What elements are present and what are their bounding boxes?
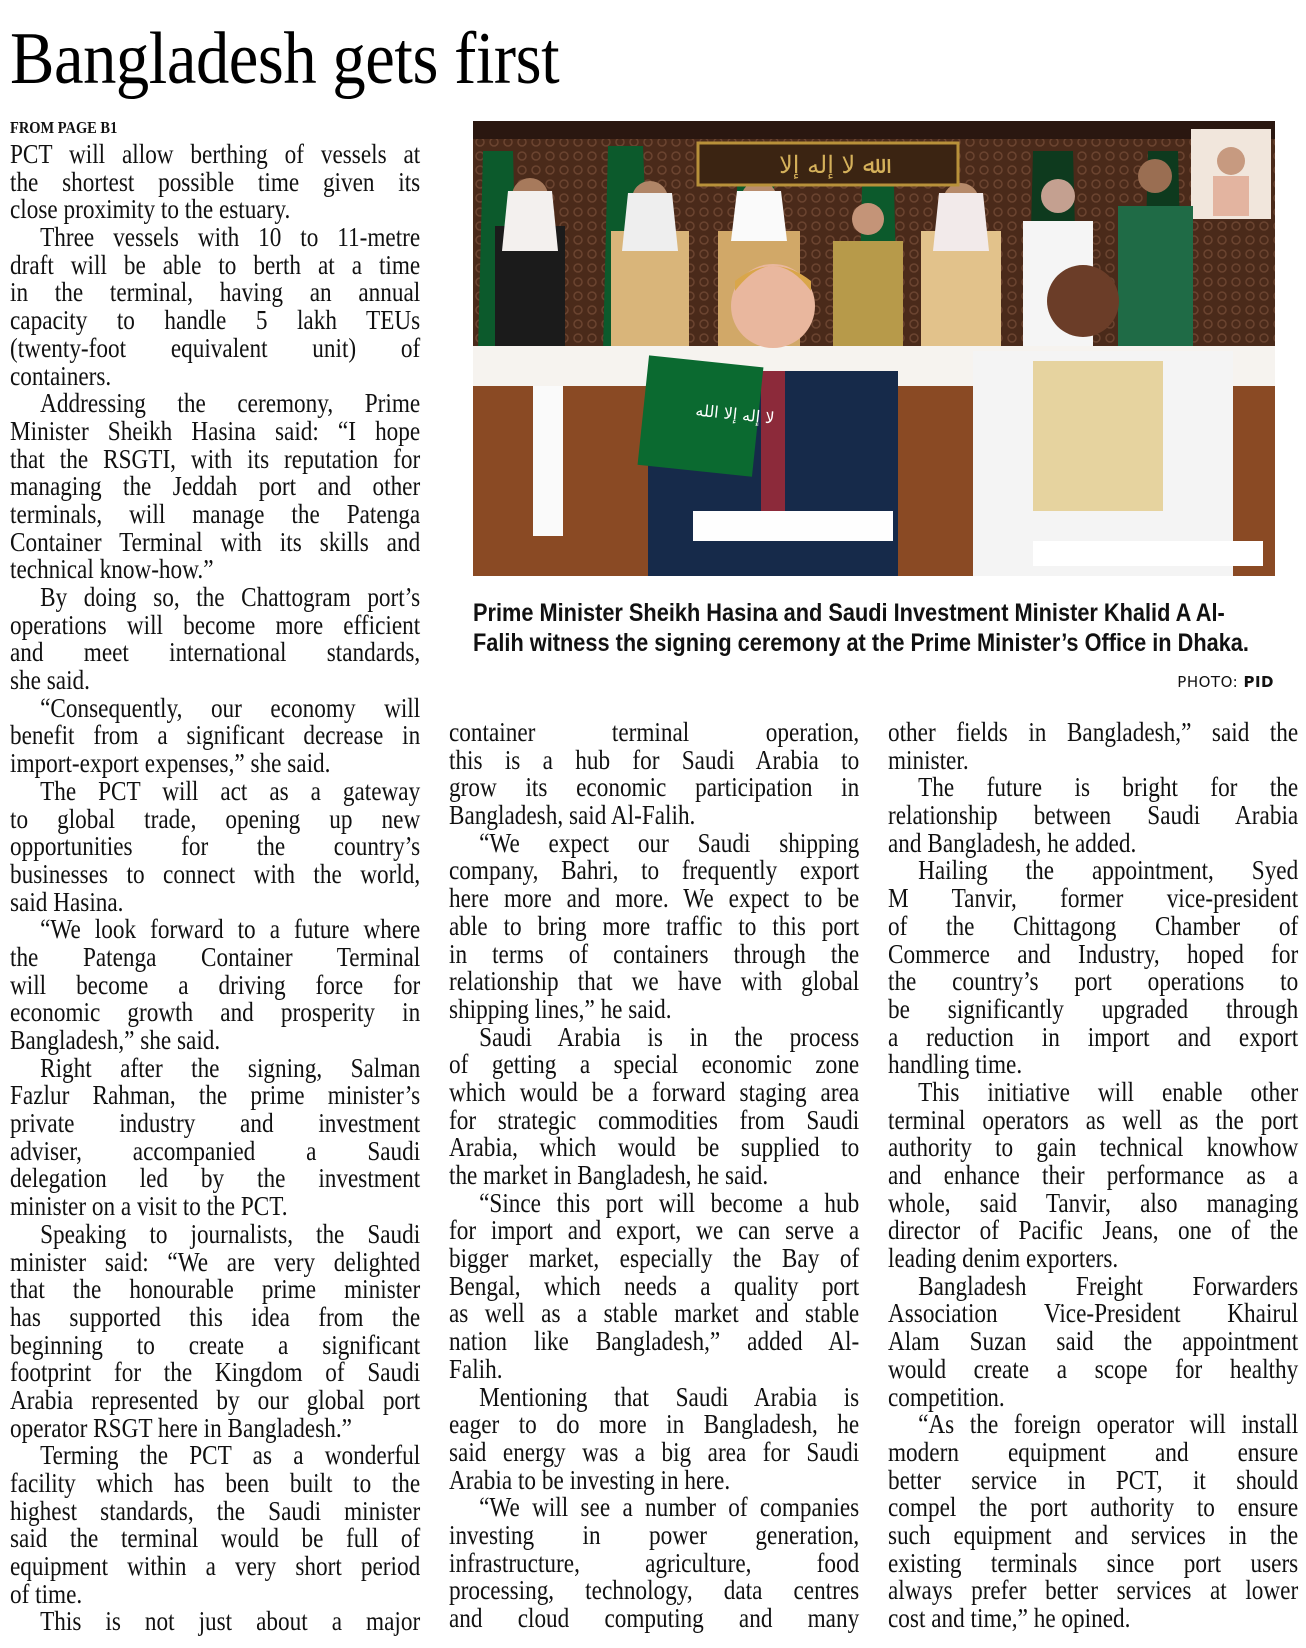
text-line: minister on a visit to the PCT.: [10, 1191, 288, 1222]
text-line: investing in power generation,: [449, 1519, 860, 1550]
text-line: always prefer better services at lower: [888, 1575, 1299, 1606]
text-line: By doing so, the Chattogram port’s: [40, 582, 421, 612]
text-line: Right after the signing, Salman: [40, 1052, 421, 1083]
text-line: existing terminals since port users: [888, 1547, 1299, 1578]
text-line: Speaking to journalists, the Saudi: [40, 1218, 421, 1249]
text-line: eager to do more in Bangladesh, he: [449, 1409, 860, 1440]
text-line: other fields in Bangladesh,” said the: [888, 717, 1299, 747]
text-line: and enhance their performance as a: [888, 1160, 1299, 1190]
article-paragraph: [449, 1021, 860, 1190]
text-line: for import and export, we can serve a: [449, 1215, 860, 1246]
text-line: be significantly upgraded through: [888, 993, 1299, 1024]
text-line: company, Bahri, to frequently export: [449, 855, 860, 886]
text-line: Bangladesh, said Al-Falih.: [449, 800, 696, 831]
article-paragraph: [888, 857, 1298, 1079]
text-line: Terming the PCT as a wonderful: [40, 1440, 421, 1471]
text-line: Commerce and Industry, hoped for: [888, 938, 1299, 969]
article-paragraph: [10, 141, 420, 224]
article-paragraph: [888, 1076, 1299, 1274]
text-line: minister said: “We are very delighted: [10, 1246, 421, 1277]
text-line: equipment within a very short period: [10, 1551, 421, 1582]
text-line: relationship that we have with global: [449, 966, 860, 997]
text-line: that the honourable prime minister: [10, 1274, 421, 1305]
text-line: Addressing the ceremony, Prime: [40, 388, 421, 419]
text-line: infrastructure, agriculture, food: [449, 1547, 860, 1578]
text-line: (twenty-foot equivalent unit) of: [10, 332, 421, 363]
text-line: such equipment and services in the: [888, 1519, 1299, 1550]
text-line: said the terminal would be full of: [10, 1523, 421, 1554]
text-line: capacity to handle 5 lakh TEUs: [10, 305, 421, 336]
article-paragraph: [449, 827, 860, 1024]
text-line: opportunities for the country’s: [10, 831, 421, 862]
article-paragraph: [10, 584, 420, 695]
article-paragraph: [888, 719, 1298, 774]
text-line: import-export expenses,” she said.: [10, 748, 331, 779]
text-line: Association Vice-President Khairul: [888, 1298, 1299, 1329]
text-line: economic growth and prosperity in: [10, 997, 421, 1028]
text-line: Fazlur Rahman, the prime minister’s: [10, 1080, 421, 1111]
text-line: would create a scope for healthy: [888, 1353, 1299, 1384]
article-paragraph: [888, 1270, 1299, 1412]
text-line: grow its economic participation in: [449, 772, 860, 803]
headline: Bangladesh gets first: [10, 18, 560, 100]
text-line: private industry and investment: [10, 1108, 421, 1139]
text-line: bigger market, especially the Bay of: [449, 1243, 860, 1274]
text-line: This initiative will enable other: [918, 1076, 1299, 1107]
text-line: Arabia to be investing in here.: [449, 1464, 731, 1495]
text-line: and cloud computing and many: [449, 1603, 860, 1633]
text-line: benefit from a significant decrease in: [10, 720, 421, 751]
text-line: terminal operators as well as the port: [888, 1104, 1299, 1135]
text-line: as well as a stable market and stable: [449, 1298, 860, 1329]
text-line: “We will see a number of companies: [479, 1492, 860, 1523]
text-line: of the Chittagong Chamber of: [888, 910, 1299, 941]
text-line: Bangladesh,” she said.: [10, 1025, 221, 1055]
text-line: said Hasina.: [10, 886, 124, 917]
text-line: delegation led by the investment: [10, 1163, 421, 1194]
text-line: minister.: [888, 744, 969, 775]
text-line: managing the Jeddah port and other: [10, 471, 421, 502]
text-line: “We look forward to a future where: [40, 914, 421, 945]
article-paragraph: [10, 692, 421, 779]
calligraphy-plaque: [698, 143, 958, 185]
text-line: operations will become more efficient: [10, 609, 421, 640]
text-line: shipping lines,” he said.: [449, 993, 672, 1024]
article-column-1: [10, 141, 420, 1636]
text-line: Three vessels with 10 to 11-metre: [40, 222, 421, 253]
text-line: and meet international standards,: [10, 637, 421, 668]
text-line: better service in PCT, it should: [888, 1464, 1299, 1495]
text-line: modern equipment and ensure: [888, 1436, 1299, 1467]
text-line: operator RSGT here in Bangladesh.”: [10, 1412, 352, 1443]
text-line: competition.: [888, 1381, 1005, 1412]
text-line: a reduction in import and export: [888, 1021, 1299, 1052]
text-line: Falih.: [449, 1353, 503, 1384]
text-line: director of Pacific Jeans, one of the: [888, 1215, 1299, 1246]
text-line: draft will be able to berth at a time: [10, 249, 421, 280]
text-line: Container Terminal with its skills and: [10, 526, 421, 557]
text-line: technical know-how.”: [10, 554, 214, 585]
text-line: terminals, will manage the Patenga: [10, 498, 421, 529]
text-line: cost and time,” he opined.: [888, 1603, 1131, 1633]
text-line: Alam Suzan said the appointment: [888, 1326, 1299, 1357]
text-line: Bangladesh Freight Forwarders: [918, 1270, 1299, 1301]
text-line: has supported this idea from the: [10, 1301, 421, 1332]
text-line: Minister Sheikh Hasina said: “I hope: [10, 415, 421, 446]
text-line: Arabia, which would be supplied to: [449, 1132, 860, 1163]
text-line: PCT will allow berthing of vessels at: [10, 139, 421, 169]
article-paragraph: [10, 224, 420, 390]
text-line: beginning to create a significant: [10, 1329, 421, 1360]
text-line: the shortest possible time given its: [10, 166, 421, 197]
text-line: which would be a forward staging area: [449, 1076, 860, 1107]
article-paragraph: [10, 775, 421, 917]
text-line: compel the port authority to ensure: [888, 1492, 1299, 1523]
article-column-2: [449, 719, 859, 1633]
text-line: in the terminal, having an annual: [10, 277, 421, 308]
news-photo: [473, 121, 1275, 576]
text-line: “Consequently, our economy will: [40, 692, 421, 723]
text-line: to global trade, opening up new: [10, 803, 421, 834]
text-line: Mentioning that Saudi Arabia is: [479, 1381, 860, 1412]
article-paragraph: [449, 719, 859, 830]
text-line: processing, technology, data centres: [449, 1575, 860, 1606]
text-line: and Bangladesh, he added.: [888, 827, 1137, 858]
svg-text:ﷲ لا إله إلا: ﷲ لا إله إلا: [779, 151, 877, 179]
text-line: container terminal operation,: [449, 717, 860, 747]
text-line: “As the foreign operator will install: [918, 1409, 1299, 1440]
text-line: This is not just about a major: [40, 1606, 421, 1637]
text-line: that the RSGTI, with its reputation for: [10, 443, 421, 474]
svg-text:لا إله إلا الله: لا إله إلا الله: [694, 400, 776, 428]
article-paragraph: [449, 1381, 860, 1495]
text-line: “We expect our Saudi shipping: [479, 827, 860, 858]
article-paragraph: [449, 1187, 860, 1384]
text-line: highest standards, the Saudi minister: [10, 1495, 421, 1526]
article-column-3: [888, 719, 1298, 1633]
text-line: of getting a special economic zone: [449, 1049, 860, 1080]
article-paragraph: [10, 1442, 420, 1608]
article-paragraph: [888, 774, 1298, 857]
text-line: nation like Bangladesh,” added Al-: [449, 1326, 860, 1357]
photo-credit-label: PHOTO:: [1177, 673, 1239, 691]
text-line: Bengal, which needs a quality port: [449, 1270, 860, 1301]
text-line: Arabia represented by our global port: [10, 1384, 421, 1415]
text-line: she said.: [10, 665, 90, 696]
article-paragraph: [888, 1411, 1298, 1633]
photo-credit-source: PID: [1243, 673, 1274, 691]
article-paragraph: [10, 916, 420, 1054]
text-line: the market in Bangladesh, he said.: [449, 1160, 769, 1190]
photo-caption-text: Prime Minister Sheikh Hasina and Saudi Investment Minister Khalid A Al-Falih witness the signing ceremony at the Prime Minister’s Office in Dhaka.: [473, 599, 1249, 657]
article-paragraph: [10, 1052, 421, 1222]
text-line: of time.: [10, 1578, 83, 1609]
text-line: for strategic commodities from Saudi: [449, 1104, 860, 1135]
text-line: in terms of containers through the: [449, 938, 860, 969]
text-line: authority to gain technical knowhow: [888, 1132, 1299, 1163]
text-line: the country’s port operations to: [888, 966, 1299, 997]
text-line: said energy was a big area for Saudi: [449, 1436, 860, 1467]
article-paragraph: [449, 1494, 859, 1632]
photo-caption: [473, 598, 1273, 658]
text-line: businesses to connect with the world,: [10, 858, 421, 889]
text-line: here more and more. We expect to be: [449, 883, 860, 914]
text-line: Hailing the appointment, Syed: [918, 855, 1299, 886]
text-line: containers.: [10, 360, 112, 391]
text-line: leading denim exporters.: [888, 1243, 1119, 1274]
text-line: M Tanvir, former vice-president: [888, 883, 1299, 914]
article-paragraph: [10, 1218, 421, 1443]
text-line: whole, said Tanvir, also managing: [888, 1187, 1299, 1218]
text-line: able to bring more traffic to this port: [449, 910, 860, 941]
text-line: Saudi Arabia is in the process: [479, 1021, 860, 1052]
signing-ceremony-image: [473, 121, 1275, 576]
text-line: “Since this port will become a hub: [479, 1187, 860, 1218]
text-line: close proximity to the estuary.: [10, 194, 291, 225]
text-line: footprint for the Kingdom of Saudi: [10, 1357, 421, 1388]
text-line: the Patenga Container Terminal: [10, 941, 421, 972]
text-line: relationship between Saudi Arabia: [888, 800, 1299, 831]
text-line: The future is bright for the: [918, 772, 1299, 803]
continued-from-label: FROM PAGE B1: [10, 118, 118, 137]
text-line: this is a hub for Saudi Arabia to: [449, 744, 860, 775]
text-line: adviser, accompanied a Saudi: [10, 1135, 421, 1166]
text-line: handling time.: [888, 1049, 1023, 1080]
text-line: facility which has been built to the: [10, 1468, 421, 1498]
article-paragraph: [10, 390, 420, 584]
article-paragraph: [10, 1608, 420, 1636]
photo-credit: [1177, 673, 1274, 691]
text-line: will become a driving force for: [10, 969, 421, 1000]
text-line: The PCT will act as a gateway: [40, 775, 421, 806]
